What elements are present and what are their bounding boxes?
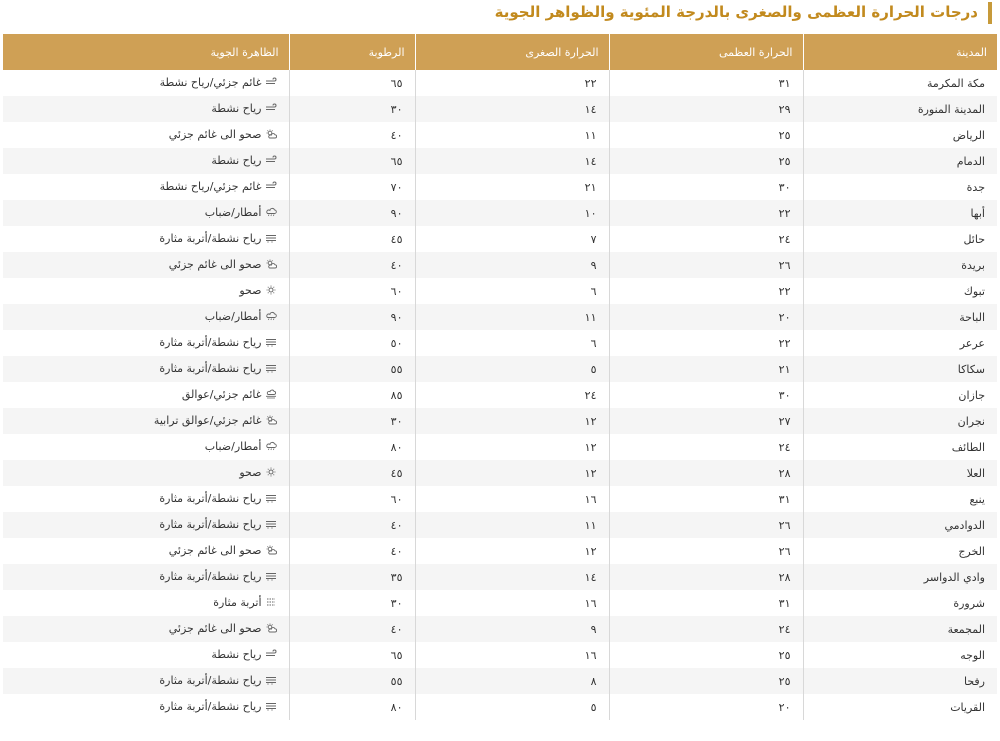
condition-text: رياح نشطة/أتربة مثارة: [159, 361, 262, 375]
condition-text: رياح نشطة/أتربة مثارة: [159, 699, 262, 713]
condition-text: صحو الى غائم جزئي: [168, 127, 262, 141]
cell-condition: [3, 408, 289, 434]
condition-wrapper: [182, 388, 277, 401]
table-row: [3, 70, 997, 96]
cell-max-temp: ٢٨: [609, 564, 803, 590]
cell-min-temp: ١١: [415, 122, 609, 148]
cell-condition: [3, 356, 289, 382]
cell-city: جازان: [803, 382, 997, 408]
cell-min-temp: ٩: [415, 252, 609, 278]
cell-humidity: ٤٠: [289, 122, 415, 148]
dust-wind-icon: [265, 701, 277, 711]
cell-min-temp: ٦: [415, 330, 609, 356]
cell-condition: [3, 642, 289, 668]
cell-max-temp: ٢٤: [609, 434, 803, 460]
cell-condition: [3, 512, 289, 538]
cell-city: سكاكا: [803, 356, 997, 382]
cell-min-temp: ٢٤: [415, 382, 609, 408]
cell-max-temp: ٢٦: [609, 538, 803, 564]
header-condition: الظاهرة الجوية: [3, 34, 289, 70]
condition-text: رياح نشطة/أتربة مثارة: [159, 569, 262, 583]
dust-icon: [265, 597, 277, 607]
cell-condition: [3, 486, 289, 512]
condition-text: رياح نشطة/أتربة مثارة: [159, 673, 262, 687]
cell-min-temp: ٩: [415, 616, 609, 642]
cell-humidity: ٤٥: [289, 460, 415, 486]
cell-condition: [3, 278, 289, 304]
cell-max-temp: ٢٢: [609, 330, 803, 356]
cell-max-temp: ٢٦: [609, 252, 803, 278]
cell-city: جدة: [803, 174, 997, 200]
weather-table: [3, 34, 997, 720]
cell-condition: [3, 668, 289, 694]
cell-city: المدينة المنورة: [803, 96, 997, 122]
cell-humidity: ٥٥: [289, 668, 415, 694]
cell-humidity: ٦٠: [289, 278, 415, 304]
cell-min-temp: ٧: [415, 226, 609, 252]
title-accent-bar: [988, 2, 992, 24]
cell-city: العلا: [803, 460, 997, 486]
cell-city: الدمام: [803, 148, 997, 174]
table-row: [3, 356, 997, 382]
sun-cloud-icon: [265, 259, 277, 269]
header-humidity: الرطوبة: [289, 34, 415, 70]
condition-wrapper: [169, 622, 277, 635]
table-row: [3, 512, 997, 538]
cell-humidity: ٥٥: [289, 356, 415, 382]
table-row: [3, 148, 997, 174]
condition-text: صحو الى غائم جزئي: [168, 257, 262, 271]
condition-wrapper: [205, 206, 277, 219]
condition-wrapper: [169, 128, 277, 141]
cell-min-temp: ١٠: [415, 200, 609, 226]
cell-condition: [3, 538, 289, 564]
cell-max-temp: ٢٥: [609, 148, 803, 174]
cell-min-temp: ١٤: [415, 96, 609, 122]
table-row: [3, 382, 997, 408]
cell-condition: [3, 96, 289, 122]
cell-max-temp: ٢٨: [609, 460, 803, 486]
cell-min-temp: ١٦: [415, 642, 609, 668]
cell-max-temp: ٢٢: [609, 278, 803, 304]
table-row: [3, 694, 997, 720]
cell-condition: [3, 252, 289, 278]
condition-text: أمطار/ضباب: [204, 205, 262, 219]
table-row: [3, 486, 997, 512]
cell-min-temp: ٥: [415, 694, 609, 720]
page-title: درجات الحرارة العظمى والصغرى بالدرجة المئوية والظواهر الجوية: [494, 3, 978, 21]
cell-city: حائل: [803, 226, 997, 252]
condition-wrapper: [205, 310, 277, 323]
cell-city: مكة المكرمة: [803, 70, 997, 96]
cell-condition: [3, 122, 289, 148]
condition-wrapper: [211, 102, 276, 115]
cell-min-temp: ١٢: [415, 434, 609, 460]
fog-icon: [265, 389, 277, 399]
title-bar: [0, 0, 1000, 30]
wind-icon: [265, 77, 277, 87]
table-row: [3, 408, 997, 434]
condition-text: رياح نشطة: [211, 101, 262, 115]
dust-wind-icon: [265, 675, 277, 685]
condition-text: صحو الى غائم جزئي: [168, 543, 262, 557]
cell-condition: [3, 330, 289, 356]
cell-max-temp: ٢٩: [609, 96, 803, 122]
dust-wind-icon: [265, 519, 277, 529]
sun-cloud-icon: [265, 129, 277, 139]
condition-wrapper: [205, 440, 277, 453]
cell-city: وادي الدواسر: [803, 564, 997, 590]
cell-condition: [3, 304, 289, 330]
cell-min-temp: ١١: [415, 304, 609, 330]
cell-humidity: ٨٠: [289, 434, 415, 460]
condition-text: صحو: [239, 283, 262, 297]
condition-wrapper: [211, 648, 276, 661]
table-row: [3, 278, 997, 304]
condition-text: غائم جزئي/رياح نشطة: [159, 179, 262, 193]
sun-icon: [265, 285, 277, 295]
table-header-row: [3, 34, 997, 70]
cell-min-temp: ١٢: [415, 408, 609, 434]
table-row: [3, 330, 997, 356]
cell-humidity: ٣٥: [289, 564, 415, 590]
table-row: [3, 460, 997, 486]
condition-wrapper: [159, 570, 276, 583]
condition-text: غائم جزئي/رياح نشطة: [159, 75, 262, 89]
cell-condition: [3, 616, 289, 642]
cell-humidity: ٨٥: [289, 382, 415, 408]
wind-icon: [265, 649, 277, 659]
dust-wind-icon: [265, 493, 277, 503]
cell-humidity: ٣٠: [289, 408, 415, 434]
cell-max-temp: ٢٦: [609, 512, 803, 538]
cell-humidity: ٤٠: [289, 616, 415, 642]
cell-humidity: ٥٠: [289, 330, 415, 356]
cell-humidity: ٤٥: [289, 226, 415, 252]
condition-wrapper: [159, 700, 276, 713]
cell-max-temp: ٣٠: [609, 174, 803, 200]
cell-condition: [3, 564, 289, 590]
condition-wrapper: [159, 518, 276, 531]
cell-condition: [3, 460, 289, 486]
cell-humidity: ٦٥: [289, 148, 415, 174]
table-body: [3, 70, 997, 720]
condition-wrapper: [159, 674, 276, 687]
cell-max-temp: ٢٥: [609, 668, 803, 694]
condition-wrapper: [159, 492, 276, 505]
table-row: [3, 668, 997, 694]
cell-condition: [3, 382, 289, 408]
condition-text: صحو الى غائم جزئي: [168, 621, 262, 635]
table-row: [3, 616, 997, 642]
cell-city: نجران: [803, 408, 997, 434]
condition-text: أمطار/ضباب: [204, 439, 262, 453]
condition-text: أتربة مثارة: [213, 595, 262, 609]
cell-condition: [3, 174, 289, 200]
sun-cloud-icon: [265, 415, 277, 425]
cell-condition: [3, 590, 289, 616]
cell-min-temp: ٢١: [415, 174, 609, 200]
cell-min-temp: ٦: [415, 278, 609, 304]
cell-city: الطائف: [803, 434, 997, 460]
condition-wrapper: [239, 284, 276, 297]
table-row: [3, 174, 997, 200]
wind-icon: [265, 181, 277, 191]
cell-min-temp: ١٢: [415, 538, 609, 564]
cell-humidity: ٤٠: [289, 538, 415, 564]
condition-text: رياح نشطة/أتربة مثارة: [159, 491, 262, 505]
cell-humidity: ٤٠: [289, 512, 415, 538]
cell-condition: [3, 434, 289, 460]
condition-wrapper: [159, 336, 276, 349]
condition-wrapper: [159, 362, 276, 375]
cell-condition: [3, 70, 289, 96]
cell-city: الباحة: [803, 304, 997, 330]
cell-max-temp: ٢٧: [609, 408, 803, 434]
cell-humidity: ٨٠: [289, 694, 415, 720]
table-row: [3, 122, 997, 148]
condition-text: صحو: [239, 465, 262, 479]
cell-city: أبها: [803, 200, 997, 226]
condition-text: رياح نشطة: [211, 153, 262, 167]
condition-wrapper: [169, 544, 277, 557]
cell-min-temp: ٨: [415, 668, 609, 694]
rain-cloud-icon: [265, 207, 277, 217]
cell-humidity: ٩٠: [289, 304, 415, 330]
rain-cloud-icon: [265, 311, 277, 321]
condition-text: رياح نشطة/أتربة مثارة: [159, 517, 262, 531]
dust-wind-icon: [265, 233, 277, 243]
condition-wrapper: [213, 596, 276, 609]
condition-wrapper: [154, 414, 277, 427]
cell-humidity: ٦٠: [289, 486, 415, 512]
table-row: [3, 564, 997, 590]
table-row: [3, 304, 997, 330]
cell-max-temp: ٢٠: [609, 694, 803, 720]
cell-max-temp: ٣١: [609, 590, 803, 616]
condition-text: رياح نشطة: [211, 647, 262, 661]
condition-text: أمطار/ضباب: [204, 309, 262, 323]
cell-city: شرورة: [803, 590, 997, 616]
cell-city: الوجه: [803, 642, 997, 668]
cell-min-temp: ٢٢: [415, 70, 609, 96]
cell-condition: [3, 200, 289, 226]
table-row: [3, 538, 997, 564]
cell-max-temp: ٣١: [609, 486, 803, 512]
header-min-temp: الحرارة الصغرى: [415, 34, 609, 70]
wind-icon: [265, 103, 277, 113]
cell-min-temp: ١٤: [415, 564, 609, 590]
table-row: [3, 96, 997, 122]
cell-humidity: ٤٠: [289, 252, 415, 278]
table-row: [3, 434, 997, 460]
cell-city: الدوادمي: [803, 512, 997, 538]
cell-city: رفحا: [803, 668, 997, 694]
cell-max-temp: ٢٢: [609, 200, 803, 226]
cell-max-temp: ٢٤: [609, 616, 803, 642]
table-row: [3, 252, 997, 278]
header-max-temp: الحرارة العظمى: [609, 34, 803, 70]
cell-max-temp: ٢٥: [609, 122, 803, 148]
cell-min-temp: ٥: [415, 356, 609, 382]
header-city: المدينة: [803, 34, 997, 70]
cell-min-temp: ١٦: [415, 486, 609, 512]
rain-cloud-icon: [265, 441, 277, 451]
cell-min-temp: ١٦: [415, 590, 609, 616]
cell-humidity: ٦٥: [289, 642, 415, 668]
cell-max-temp: ٣٠: [609, 382, 803, 408]
cell-min-temp: ١٤: [415, 148, 609, 174]
wind-icon: [265, 155, 277, 165]
cell-condition: [3, 694, 289, 720]
condition-wrapper: [211, 154, 276, 167]
sun-icon: [265, 467, 277, 477]
condition-wrapper: [159, 232, 276, 245]
cell-max-temp: ٢٠: [609, 304, 803, 330]
cell-city: عرعر: [803, 330, 997, 356]
cell-city: الخرج: [803, 538, 997, 564]
condition-text: غائم جزئي/عوالق ترابية: [153, 413, 262, 427]
cell-city: القريات: [803, 694, 997, 720]
cell-city: الرياض: [803, 122, 997, 148]
table-row: [3, 226, 997, 252]
condition-text: غائم جزئي/عوالق: [181, 387, 262, 401]
sun-cloud-icon: [265, 545, 277, 555]
cell-condition: [3, 226, 289, 252]
dust-wind-icon: [265, 363, 277, 373]
sun-cloud-icon: [265, 623, 277, 633]
cell-city: ينبع: [803, 486, 997, 512]
cell-max-temp: ٢١: [609, 356, 803, 382]
condition-wrapper: [169, 258, 277, 271]
condition-wrapper: [160, 180, 277, 193]
table-row: [3, 200, 997, 226]
cell-max-temp: ٣١: [609, 70, 803, 96]
cell-humidity: ٦٥: [289, 70, 415, 96]
cell-min-temp: ١١: [415, 512, 609, 538]
dust-wind-icon: [265, 337, 277, 347]
cell-city: تبوك: [803, 278, 997, 304]
cell-max-temp: ٢٥: [609, 642, 803, 668]
table-row: [3, 642, 997, 668]
condition-text: رياح نشطة/أتربة مثارة: [159, 231, 262, 245]
table-row: [3, 590, 997, 616]
dust-wind-icon: [265, 571, 277, 581]
cell-humidity: ٣٠: [289, 590, 415, 616]
condition-text: رياح نشطة/أتربة مثارة: [159, 335, 262, 349]
cell-humidity: ٣٠: [289, 96, 415, 122]
cell-max-temp: ٢٤: [609, 226, 803, 252]
cell-humidity: ٧٠: [289, 174, 415, 200]
condition-wrapper: [160, 76, 277, 89]
cell-humidity: ٩٠: [289, 200, 415, 226]
cell-min-temp: ١٢: [415, 460, 609, 486]
cell-city: المجمعة: [803, 616, 997, 642]
cell-condition: [3, 148, 289, 174]
cell-city: بريدة: [803, 252, 997, 278]
condition-wrapper: [239, 466, 276, 479]
